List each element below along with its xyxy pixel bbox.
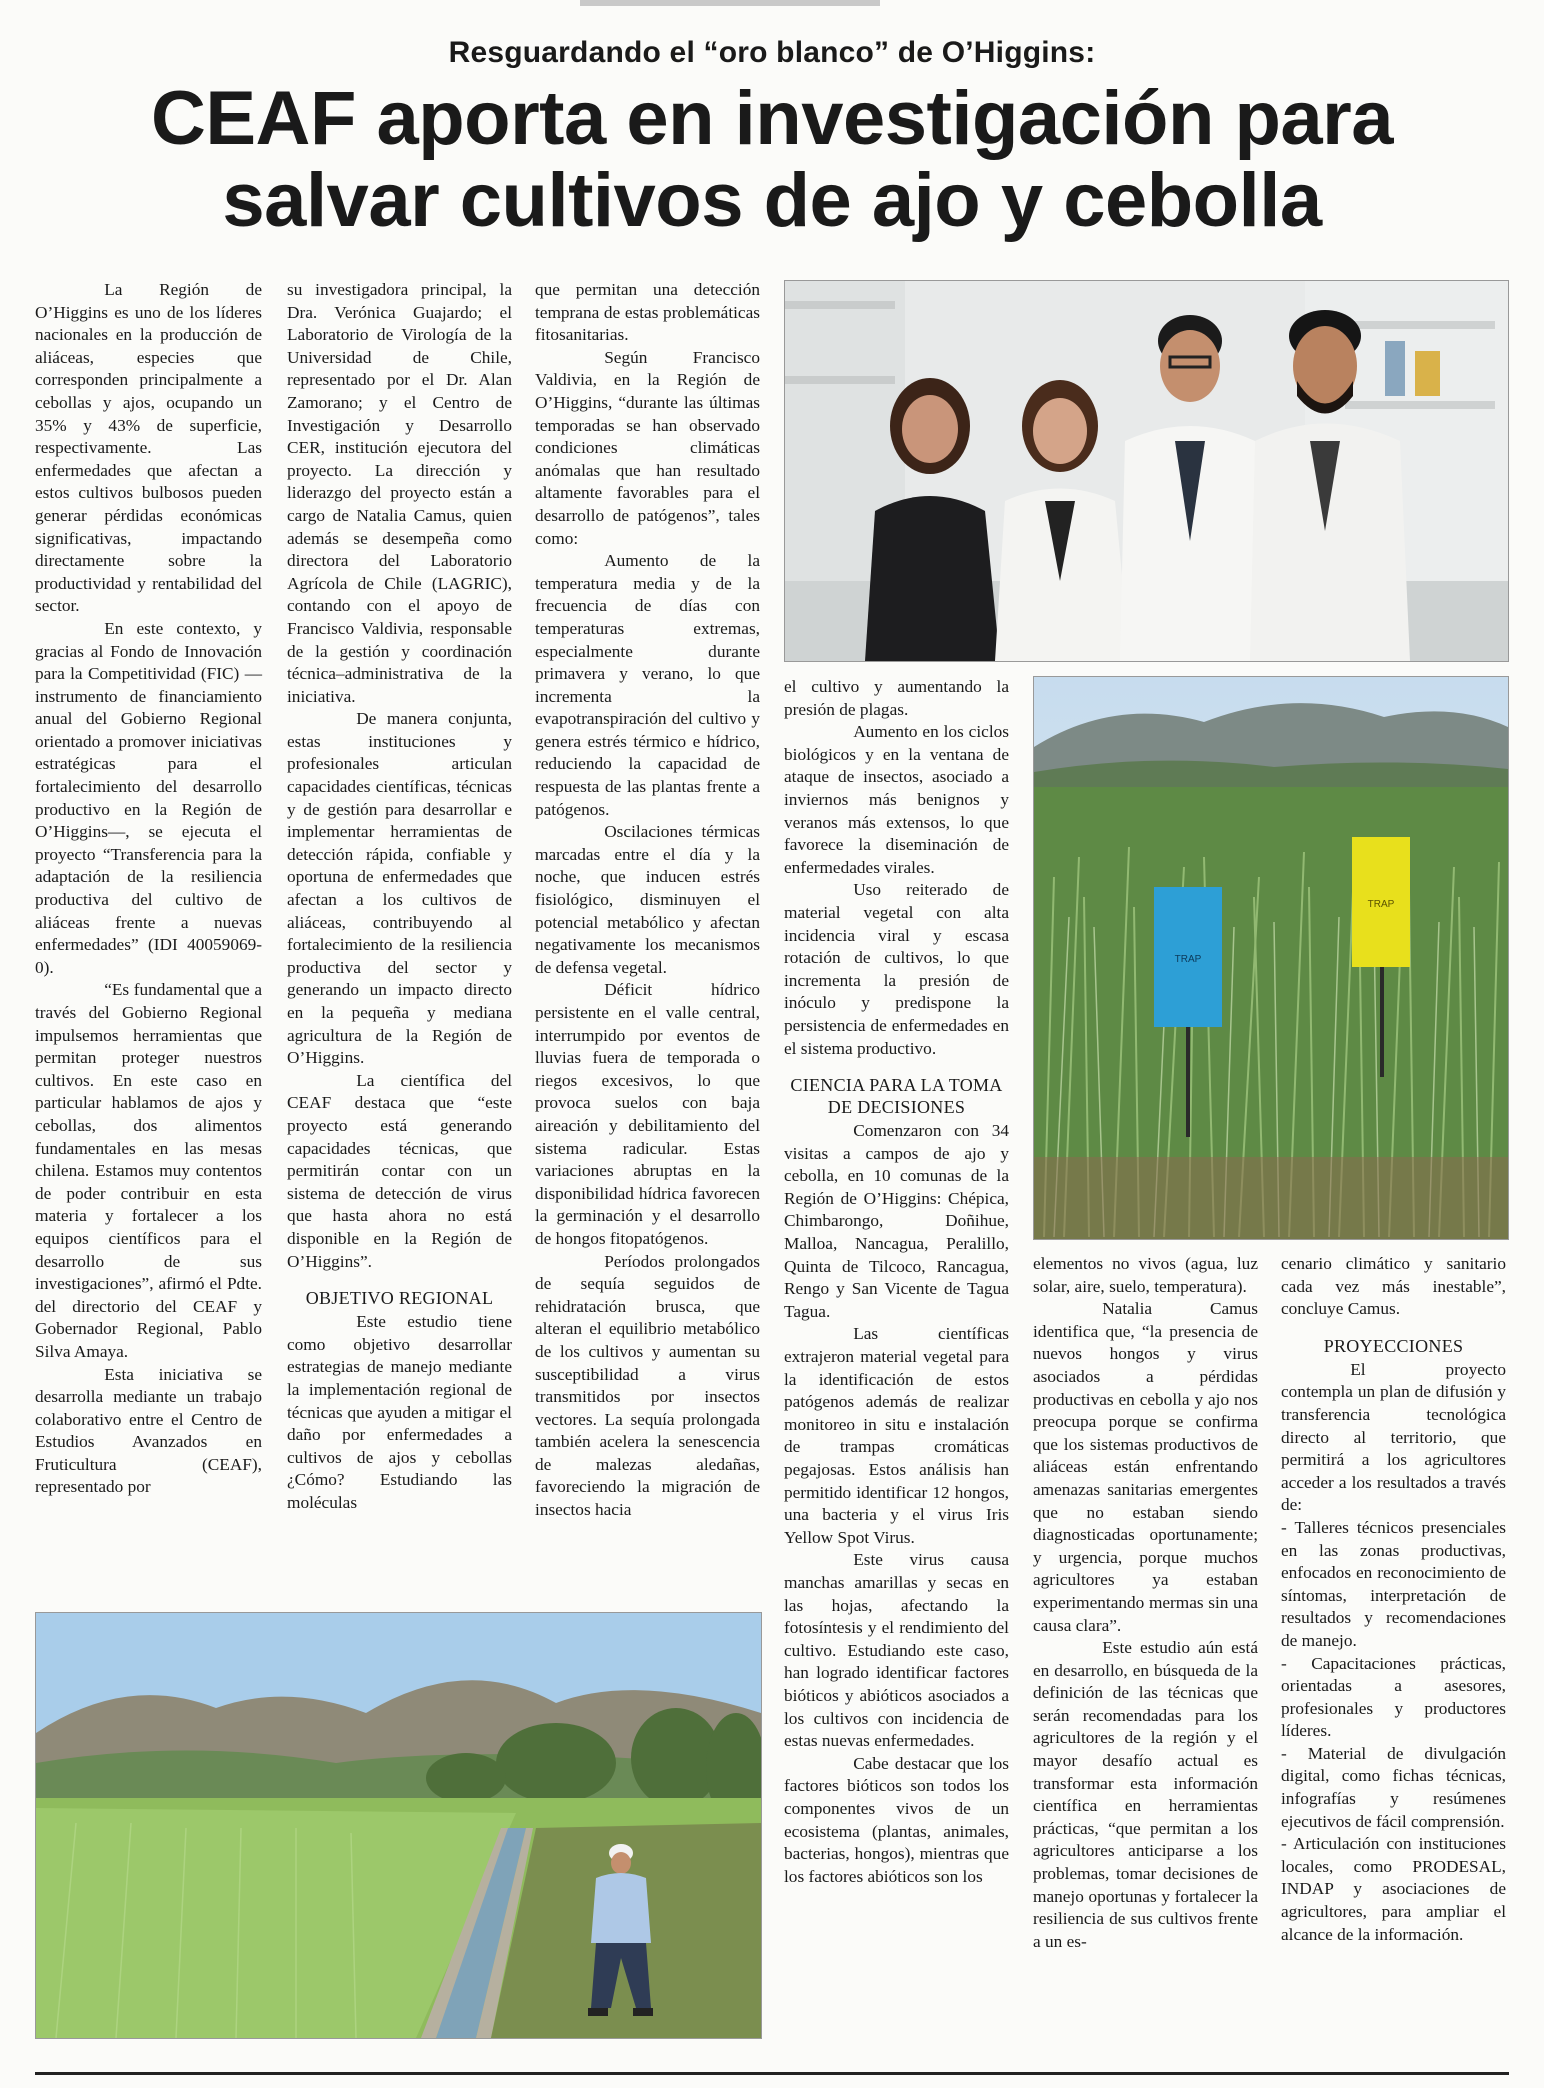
paragraph: “Es fundamental que a través del Gobierno Regional impulsemos herramientas que permitan proteger nuestros cultivos. En este caso en particular hablamos de ajos y cebollas, dos alimentos fundamentales en las mesas chilena. Estamos muy contentos de poder contribuir en esta materia y fortalecer a los equipos científicos para el desarrollo de sus investigaciones”, afirmó el Pdte. del directorio del CEAF y Gobernador Regional, Pablo Silva Amaya.: [35, 980, 262, 1361]
photo-field-irrigation: [35, 1612, 762, 2039]
subheading-objetivo-regional: OBJETIVO REGIONAL: [305, 1288, 494, 1309]
headline-line-2: salvar cultivos de ajo y cebolla: [222, 158, 1322, 243]
paragraph: Este estudio aún está en desarrollo, en búsqueda de la definición de las técnicas que serán recomendadas para los agricultores de la región y el mayor desafío actual es transformar esta información científica en herramientas prácticas, “que permitan a los agricultores anticiparse a los problemas, tomar decisiones de manejo oportunas y fortalecer la resiliencia de sus cultivos frente a un es-: [1033, 1638, 1258, 1951]
headline-line-1: CEAF aporta en investigación para: [150, 76, 1394, 161]
paragraph: Aumento en los ciclos biológicos y en la ventana de ataque de insectos, asociado a inviernos más benignos y veranos más extensos, lo que favorece la diseminación de enfermedades virales.: [784, 722, 1009, 877]
paragraph: Déficit hídrico persistente en el valle central, interrumpido por eventos de lluvias fuera de temporada o riegos excesivos, lo que provoca suelos con baja aireación y debilitamiento del sistema radicular. Estas variaciones abruptas en la disponibilidad hídrica favorecen la germinación y el desarrollo de hongos fitopatógenos.: [535, 980, 760, 1248]
paragraph: Oscilaciones térmicas marcadas entre el día y la noche, que inducen estrés fisiológico, disminuyen el potencial metabólico y afectan negativamente los mecanismos de defensa vegetal.: [535, 822, 760, 977]
paragraph: De manera conjunta, estas instituciones y profesionales articulan capacidades científicas, técnicas y de gestión para desarrollar e implementar herramientas de detección rápida, confiable y oportuna de enfermedades que afectan a los cultivos de aliáceas, contribuyendo al fortalecimiento de la resiliencia productiva del sector y generando un impacto directo en la pequeña y mediana agricultura de la Región de O’Higgins.: [287, 709, 512, 1068]
paragraph: Este estudio tiene como objetivo desarrollar estrategias de manejo mediante la implementación regional de técnicas que ayuden a mitigar el daño por enfermedades a cultivos de ajos y cebollas ¿Cómo? Estudiando las moléculas: [287, 1312, 512, 1512]
subheading-ciencia: CIENCIA PARA LA TOMA DE DECISIONES: [790, 1075, 1003, 1118]
subheading-proyecciones: PROYECCIONES: [1323, 1335, 1464, 1356]
paragraph: Aumento de la temperatura media y de la frecuencia de días con temperaturas extremas, especialmente durante primavera y verano, lo que incrementa la evapotranspiración del cultivo y genera estrés térmico e hídrico, reduciendo la capacidad de respuesta de las plantas frente a patógenos.: [535, 551, 760, 819]
paragraph: En este contexto, y gracias al Fondo de Innovación para la Competitividad (FIC) —instrumento de financiamiento anual del Gobierno Regional orientado a promover iniciativas estratégicas para el fortalecimiento del desarrollo productivo en la Región de O’Higgins—, se ejecuta el proyecto “Transferencia para la adaptación de la resiliencia productiva del cultivo de aliáceas frente a nuevas enfermedades” (IDI 40059069-0).: [35, 618, 262, 977]
column-3: [535, 279, 760, 1522]
column-2: [287, 279, 512, 1514]
paragraph: Uso reiterado de material vegetal con alta incidencia viral y escasa rotación de cultivos, lo que incrementa la presión de inóculo y predispone la persistencia de enfermedades en el sistema productivo.: [784, 880, 1009, 1058]
article-headline: [0, 78, 1544, 242]
paragraph: Períodos prolongados de sequía seguidos de rehidratación brusca, que alteran el equilibrio metabólico de los cultivos y aumentan su susceptibilidad a virus transmitidos por insectos vectores. La sequía prolongada también acelera la senescencia de malezas aledañas, favoreciendo la migración de insectos hacia: [535, 1251, 760, 1520]
article-kicker: Resguardando el “oro blanco” de O’Higgins:: [448, 36, 1096, 69]
photo-onion-field-traps: [1033, 676, 1509, 1240]
paragraph: La científica del CEAF destaca que “este proyecto está generando capacidades técnicas, que permitirán contar con un sistema de detección de virus que hasta ahora no está disponible en la Región de O’Higgins”.: [287, 1070, 512, 1271]
paragraph: cenario climático y sanitario cada vez más inestable”, concluye Camus.: [1281, 1254, 1506, 1319]
list-item: - Capacitaciones prácticas, orientadas a asesores, profesionales y productores líderes.: [1281, 1653, 1506, 1741]
paragraph: Esta iniciativa se desarrolla mediante un trabajo colaborativo entre el Centro de Estudios Avanzados en Fruticultura (CEAF), representado por: [35, 1364, 262, 1497]
paragraph: Este virus causa manchas amarillas y secas en las hojas, afectando la fotosíntesis y el rendimiento del cultivo. Estudiando este caso, han logrado identificar factores bióticos y abióticos asociados a los cultivos con incidencia de estas nuevas enfermedades.: [784, 1550, 1009, 1751]
column-4: [784, 676, 1009, 1888]
blue-trap-label: TRAP: [1174, 954, 1202, 965]
column-6: [1281, 1253, 1506, 1946]
list-item: - Material de divulgación digital, como fichas técnicas, infografías y resúmenes ejecutivos de fácil comprensión.: [1281, 1743, 1506, 1831]
list-item: - Articulación con instituciones locales, como PRODESAL, INDAP y asociaciones de agricultores, para ampliar el alcance de la información.: [1281, 1834, 1506, 1944]
paragraph: el cultivo y aumentando la presión de plagas.: [784, 677, 1009, 719]
top-rule: [580, 0, 880, 6]
paragraph: Las científicas extrajeron material vegetal para la identificación de estos patógenos además de realizar monitoreo in situ e instalación de trampas cromáticas pegajosas. Estos análisis han permitido identificar 12 hongos, una bacteria y el virus Iris Yellow Spot Virus.: [784, 1324, 1009, 1547]
paragraph: su investigadora principal, la Dra. Verónica Guajardo; el Laboratorio de Virología de la Universidad de Chile, representado por el Dr. Alan Zamorano; y el Centro de Investigación y Desarrollo CER, institución ejecutora del proyecto. La dirección y liderazgo del proyecto están a cargo de Natalia Camus, quien además se desempeña como directora del Laboratorio Agrícola de Chile (LAGRIC), contando con el apoyo de Francisco Valdivia, responsable de la gestión y coordinación técnica–administrativa de la iniciativa.: [287, 280, 512, 706]
paragraph: Cabe destacar que los factores bióticos son todos los componentes vivos de un ecosistema (plantas, animales, bacterias, hongos), mientras que los factores abióticos son los: [784, 1753, 1009, 1886]
column-1: [35, 279, 262, 1499]
yellow-trap-label: TRAP: [1367, 899, 1395, 910]
paragraph: Natalia Camus identifica que, “la presencia de nuevos hongos y virus asociados a pérdidas productivas en cebolla y ajo nos preocupa porque se confirma que los sistemas productivos de aliáceas están enfrentando amenazas sanitarias emergentes que no estaban siendo diagnosticadas oportunamente; y urgencia, porque muchos agricultores ya estaban experimentando mermas sin una causa clara”.: [1033, 1299, 1258, 1635]
list-item: - Talleres técnicos presenciales en las zonas productivas, enfocados en reconocimiento de síntomas, interpretación de resultados y recomendaciones de manejo.: [1281, 1517, 1506, 1650]
photo-team-lab: [784, 280, 1509, 662]
column-5: [1033, 1253, 1258, 1953]
bottom-rule: [35, 2072, 1509, 2075]
paragraph: La Región de O’Higgins es uno de los líderes nacionales en la producción de aliáceas, especies que corresponden principalmente a cebollas y ajos, ocupando un 35% y 43% de superficie, respectivamente. Las enfermedades que afectan a estos cultivos bulbosos pueden generar pérdidas económicas significativas, impactando directamente sobre la productividad y rentabilidad del sector.: [35, 280, 262, 616]
paragraph: elementos no vivos (agua, luz solar, aire, suelo, temperatura).: [1033, 1254, 1258, 1296]
paragraph: El proyecto contempla un plan de difusión y transferencia tecnológica directo al territorio, que permitirá a los agricultores acceder a los resultados a través de:: [1281, 1359, 1506, 1515]
paragraph: que permitan una detección temprana de estas problemáticas fitosanitarias.: [535, 280, 760, 345]
paragraph: Comenzaron con 34 visitas a campos de ajo y cebolla, en 10 comunas de la Región de O’Higgins: Chépica, Chimbarongo, Doñihue, Malloa, Nancagua, Peralillo, Quinta de Tilcoco, Rancagua, Rengo y San Vicente de Tagua Tagua.: [784, 1121, 1009, 1321]
paragraph: Según Francisco Valdivia, en la Región de O’Higgins, “durante las últimas temporadas se han observado condiciones climáticas anómalas que han resultado altamente favorables para el desarrollo de patógenos”, tales como:: [535, 347, 760, 548]
